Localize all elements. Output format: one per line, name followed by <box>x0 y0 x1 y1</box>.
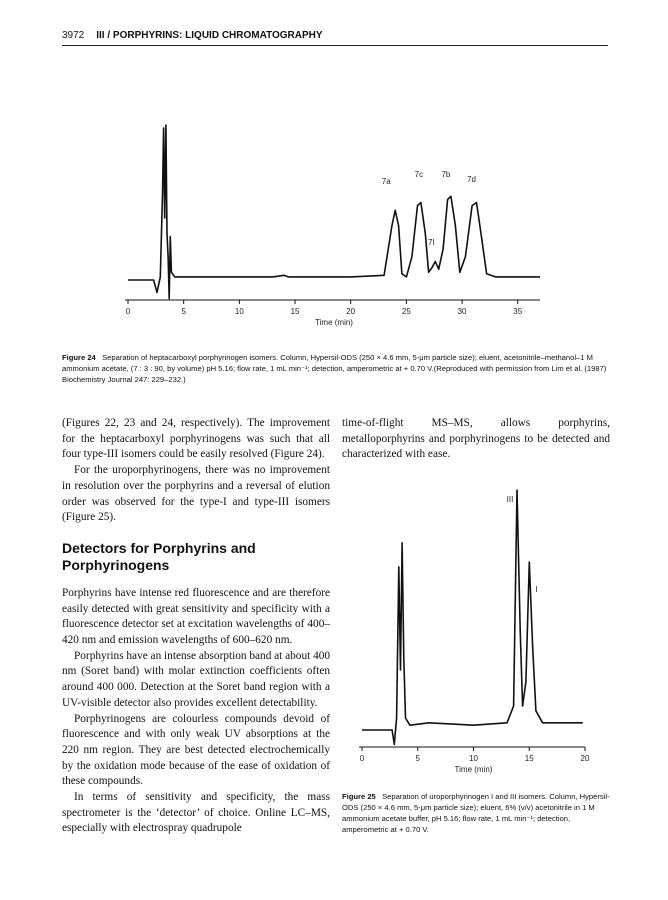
page-number: 3972 <box>62 30 85 41</box>
figure-25-x-label: Time (min) <box>454 765 493 774</box>
figure-24-caption <box>62 352 608 385</box>
paragraph: Porphyrins have an intense absorption band at about 400 nm (Soret band) with molar extinction coefficients often around 400 000. Detection at the Soret band region with a UV-visible detector also provides excellent detectability. <box>62 649 331 709</box>
peak-label: III <box>506 495 514 504</box>
running-header <box>62 30 608 41</box>
peak-label: 7I <box>427 238 435 247</box>
header-rule <box>62 45 608 46</box>
x-tick-label: 15 <box>524 754 534 763</box>
x-tick-label: 0 <box>359 754 365 763</box>
paragraph: (Figures 22, 23 and 24, respectively). The improvement for the heptacarboxyl porphyrinogens was such that all four type-III isomers could be easily resolved (Figure 24). <box>62 417 330 461</box>
x-tick-label: 35 <box>513 307 523 316</box>
right-column <box>342 416 610 463</box>
figure-25-caption <box>342 791 610 835</box>
figure-24-peak-labels <box>382 170 476 247</box>
paragraph: In terms of sensitivity and specificity, the mass spectrometer is the ‘detector’ of choice. Online LC–MS, especially with electrospray quadrupole <box>62 791 330 835</box>
section-heading: Detectors for Porphyrins and Porphyrinogens <box>62 539 256 573</box>
peak-label: 7a <box>381 177 391 186</box>
paragraph: time-of-flight MS–MS, allows porphyrins, metalloporphyrins and porphyrinogens to be detected and characterized with ease. <box>342 417 610 461</box>
x-tick-label: 5 <box>181 307 186 316</box>
x-tick-label: 10 <box>234 307 244 316</box>
figure-25-tick-labels <box>360 754 590 763</box>
figure-25-ticks <box>362 747 585 751</box>
figure-24-caption-text: Separation of heptacarboxyl porphyrinogen isomers. Column, Hypersil-ODS (250 × 4.6 mm, 5-μm particle size); eluent, acetonitrile–methanol–1 M ammonium acetate, (7 : 3 : 90, by volume) pH 5.16; flow rate, 1 mL min⁻¹; detection, amperometric at + 0.70 V.(Reproduced with permission from Lim et al. (1987) Biochemistry Journal 247: 229–232.) <box>62 353 607 384</box>
x-tick-label: 25 <box>401 307 411 316</box>
figure-25-peak-labels <box>507 495 538 594</box>
x-tick-label: 10 <box>469 754 478 763</box>
paragraph: For the uroporphyrinogens, there was no improvement in resolution over the porphyrins and a reversal of elution order was observed for the type-I and type-III isomers (Figure 25). <box>62 464 330 524</box>
peak-label: 7b <box>441 170 451 179</box>
left-column <box>62 416 330 837</box>
figure-24-caption-label: Figure 24 <box>62 353 96 362</box>
peak-label: 7c <box>414 170 424 179</box>
x-tick-label: 20 <box>346 307 356 316</box>
x-tick-label: 0 <box>125 307 131 316</box>
x-tick-label: 15 <box>290 307 300 316</box>
figure-24-chromatogram <box>60 55 610 340</box>
paragraph: Porphyrinogens are colourless compounds devoid of fluorescence and with only weak UV absorptions at the 220 nm region. They are best detected electrochemically by the oxidation mode because of the ease of oxidation of these compounds. <box>62 712 330 788</box>
figure-25-caption-text: Separation of uroporphyrinogen I and III isomers. Column, Hypersil-ODS (250 × 4.6 mm, 5-μm particle size); eluent, 6% (v/v) acetonitrile in 1 M ammonium acetate buffer, pH 5.16; flow rate, 1 mL min⁻¹; detection, amperometric at + 0.70 V. <box>342 792 610 834</box>
x-tick-label: 20 <box>580 754 590 763</box>
figure-25-chromatogram <box>340 480 610 780</box>
paragraph: Porphyrins have intense red fluorescence and are therefore easily detected with great sensitivity and specificity with a fluorescence detector set at excitation wavelengths of 400–420 nm and emission wavelengths of 600–620 nm. <box>62 586 330 647</box>
figure-25-caption-label: Figure 25 <box>342 792 376 801</box>
x-tick-label: 30 <box>457 307 467 316</box>
peak-label: 7d <box>467 175 476 184</box>
figure-24-tick-labels <box>126 307 523 316</box>
figure-24-trace <box>128 125 540 299</box>
figure-24-x-label: Time (min) <box>315 318 353 327</box>
running-title: III / PORPHYRINS: LIQUID CHROMATOGRAPHY <box>96 30 323 41</box>
x-tick-label: 5 <box>415 754 420 763</box>
peak-label: I <box>535 585 538 594</box>
figure-25-trace <box>362 490 583 744</box>
figure-24-ticks <box>128 300 518 304</box>
